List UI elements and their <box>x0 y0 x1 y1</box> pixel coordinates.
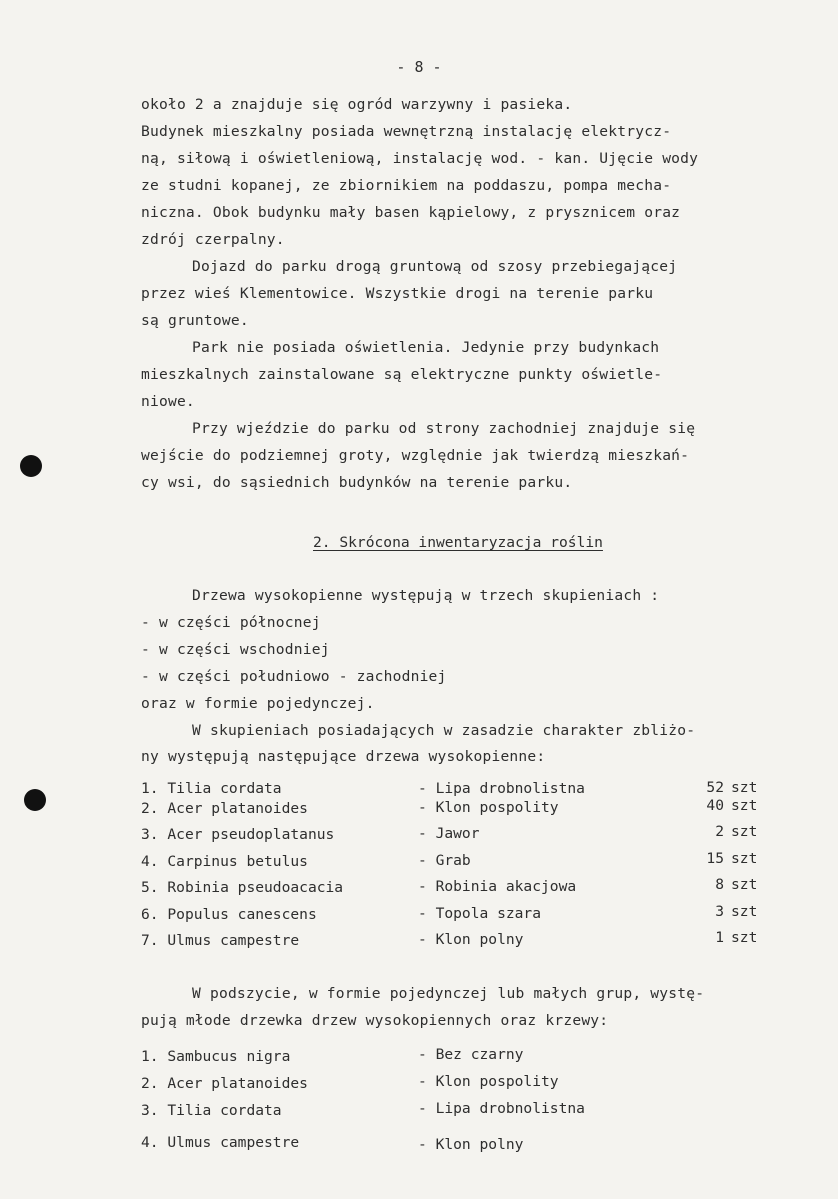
row-number: 3. <box>141 826 159 843</box>
latin-name: Acer pseudoplatanus <box>167 826 335 843</box>
text-line: pują młode drzewka drzew wysokopiennych oraz krzewy: <box>141 1012 609 1029</box>
unit: szt <box>731 797 758 814</box>
text-line: - w części północnej <box>141 614 321 631</box>
count: 15 <box>706 850 724 867</box>
text-line: Drzewa wysokopienne występują w trzech skupieniach : <box>192 587 660 604</box>
shrub-row <box>141 1048 290 1065</box>
text-line: ny występują następujące drzewa wysokopienne: <box>141 748 546 765</box>
text-line: cy wsi, do sąsiednich budynków na terenie parku. <box>141 474 573 491</box>
unit: szt <box>731 929 758 946</box>
tree-row <box>141 853 308 870</box>
text-line: mieszkalnych zainstalowane są elektryczne punkty oświetle- <box>141 366 663 383</box>
row-number: 4. <box>141 853 159 870</box>
latin-name: Acer platanoides <box>167 800 308 817</box>
count: 40 <box>706 797 724 814</box>
text-line: Przy wjeździe do parku od strony zachodniej znajduje się <box>192 420 696 437</box>
tree-row <box>141 932 299 949</box>
row-number: 6. <box>141 906 159 923</box>
count: 8 <box>715 876 724 893</box>
text-line: wejście do podziemnej groty, względnie jak twierdzą mieszkań- <box>141 447 690 464</box>
text-line: są gruntowe. <box>141 312 249 329</box>
page-number: - 8 - <box>396 58 442 76</box>
text-line: ną, siłową i oświetleniową, instalację wod. - kan. Ujęcie wody <box>141 150 699 167</box>
text-line: - w części południowo - zachodniej <box>141 668 447 685</box>
row-number: 2. <box>141 1075 159 1092</box>
count: 1 <box>715 929 724 946</box>
unit: szt <box>731 823 758 840</box>
row-number: 3. <box>141 1102 159 1119</box>
punch-hole-mark <box>20 455 42 477</box>
polish-name: - Klon polny <box>418 1136 524 1153</box>
row-number: 7. <box>141 932 159 949</box>
latin-name: Tilia cordata <box>167 780 282 797</box>
polish-name: - Bez czarny <box>418 1046 524 1063</box>
polish-name: - Grab <box>418 852 471 869</box>
text-line: Park nie posiada oświetlenia. Jedynie przy budynkach <box>192 339 660 356</box>
shrub-row <box>141 1102 282 1119</box>
polish-name: - Klon polny <box>418 931 524 948</box>
unit: szt <box>731 876 758 893</box>
latin-name: Ulmus campestre <box>167 932 300 949</box>
shrub-row <box>141 1075 308 1092</box>
latin-name: Tilia cordata <box>167 1102 282 1119</box>
row-number: 2. <box>141 800 159 817</box>
polish-name: - Lipa drobnolistna <box>418 780 585 797</box>
text-line: W skupieniach posiadających w zasadzie charakter zbliżo- <box>192 722 696 739</box>
row-number: 1. <box>141 780 159 797</box>
text-line: zdrój czerpalny. <box>141 231 285 248</box>
unit: szt <box>731 779 758 796</box>
text-line: około 2 a znajduje się ogród warzywny i pasieka. <box>141 96 573 113</box>
polish-name: - Klon pospolity <box>418 1073 559 1090</box>
count: 2 <box>715 823 724 840</box>
text-line: niczna. Obok budynku mały basen kąpielowy, z prysznicem oraz <box>141 204 681 221</box>
latin-name: Populus canescens <box>167 906 317 923</box>
punch-hole-mark <box>24 789 46 811</box>
row-number: 5. <box>141 879 159 896</box>
tree-row <box>141 879 343 896</box>
row-number: 4. <box>141 1134 159 1151</box>
shrub-row <box>141 1134 299 1151</box>
latin-name: Carpinus betulus <box>167 853 308 870</box>
text-line: ze studni kopanej, ze zbiornikiem na poddaszu, pompa mecha- <box>141 177 672 194</box>
text-line: oraz w formie pojedynczej. <box>141 695 375 712</box>
count: 3 <box>715 903 724 920</box>
polish-name: - Robinia akacjowa <box>418 878 577 895</box>
text-line: - w części wschodniej <box>141 641 330 658</box>
latin-name: Sambucus nigra <box>167 1048 291 1065</box>
latin-name: Acer platanoides <box>167 1075 308 1092</box>
text-line: niowe. <box>141 393 195 410</box>
text-line: W podszycie, w formie pojedynczej lub małych grup, wystę- <box>192 985 705 1002</box>
tree-row <box>141 800 308 817</box>
section-heading: 2. Skrócona inwentaryzacja roślin <box>313 534 603 551</box>
polish-name: - Jawor <box>418 825 480 842</box>
polish-name: - Topola szara <box>418 905 542 922</box>
text-line: Dojazd do parku drogą gruntową od szosy przebiegającej <box>192 258 678 275</box>
tree-row <box>141 780 282 797</box>
tree-row <box>141 826 334 843</box>
text-line: Budynek mieszkalny posiada wewnętrzną instalację elektrycz- <box>141 123 672 140</box>
tree-row <box>141 906 317 923</box>
text-line: przez wieś Klementowice. Wszystkie drogi na terenie parku <box>141 285 654 302</box>
row-number: 1. <box>141 1048 159 1065</box>
polish-name: - Lipa drobnolistna <box>418 1100 585 1117</box>
polish-name: - Klon pospolity <box>418 799 559 816</box>
latin-name: Ulmus campestre <box>167 1134 300 1151</box>
unit: szt <box>731 903 758 920</box>
count: 52 <box>706 779 724 796</box>
unit: szt <box>731 850 758 867</box>
latin-name: Robinia pseudoacacia <box>167 879 344 896</box>
